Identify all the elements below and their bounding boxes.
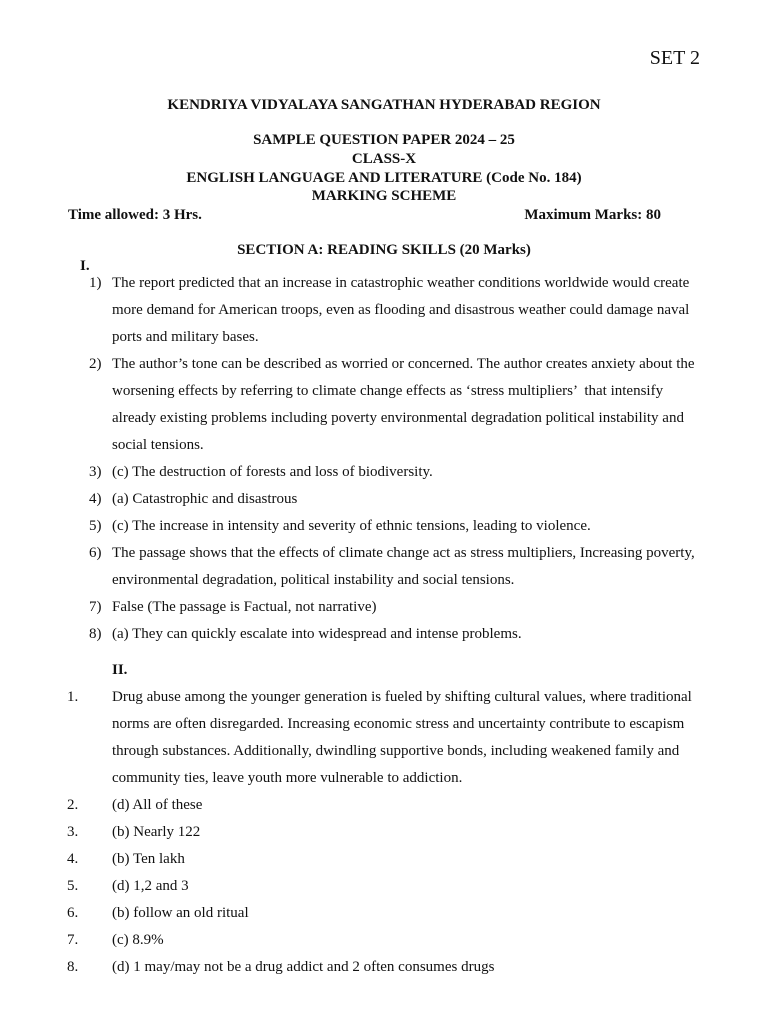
answer-text-line: (b) Nearly 122 [112, 824, 201, 840]
time-allowed: Time allowed: 3 Hrs. [68, 207, 202, 223]
answer-text-line: (d) 1 may/may not be a drug addict and 2 often consumes drugs [112, 959, 495, 975]
section-a-title: SECTION A: READING SKILLS (20 Marks) [237, 242, 531, 258]
answer-text-line: (c) 8.9% [112, 932, 164, 948]
answer-number: 4) [89, 491, 102, 507]
answer-text-line: The passage shows that the effects of climate change act as stress multipliers, Increasing poverty, [112, 545, 695, 561]
class-title: CLASS-X [351, 151, 417, 167]
answer-text-line: (d) 1,2 and 3 [112, 878, 189, 894]
answer-text-line: (d) All of these [112, 797, 203, 813]
answer-number: 3. [67, 824, 79, 840]
answer-number: 1) [89, 275, 102, 291]
answer-text-line: False (The passage is Factual, not narrative) [112, 599, 377, 615]
marking-scheme-title: MARKING SCHEME [311, 188, 457, 204]
answer-text-line: (c) The increase in intensity and severity of ethnic tensions, leading to violence. [112, 518, 591, 534]
part-2-label: II. [112, 662, 128, 678]
answer-text-line: more demand for American troops, even as flooding and disastrous weather could damage naval [112, 302, 690, 318]
subject-title: ENGLISH LANGUAGE AND LITERATURE (Code No. 184) [186, 170, 582, 186]
answer-text-line: ports and military bases. [112, 329, 259, 345]
answer-number: 3) [89, 464, 102, 480]
answer-number: 4. [67, 851, 79, 867]
answer-text-line: community ties, leave youth more vulnerable to addiction. [112, 770, 463, 786]
answer-number: 6. [67, 905, 79, 921]
answer-text-line: (a) They can quickly escalate into widespread and intense problems. [112, 626, 522, 642]
answer-number: 5) [89, 518, 102, 534]
organization-title: KENDRIYA VIDYALAYA SANGATHAN HYDERABAD REGION [167, 97, 601, 113]
answer-number: 7) [89, 599, 102, 615]
paper-title: SAMPLE QUESTION PAPER 2024 – 25 [253, 132, 515, 148]
answer-number: 8) [89, 626, 102, 642]
answer-text-line: environmental degradation, political instability and social tensions. [112, 572, 515, 588]
answer-text-line: Drug abuse among the younger generation is fueled by shifting cultural values, where traditional [112, 689, 692, 705]
answer-text-line: The author’s tone can be described as worried or concerned. The author creates anxiety about the [112, 356, 695, 372]
answer-number: 1. [67, 689, 79, 705]
answer-text-line: (b) Ten lakh [112, 851, 185, 867]
answer-text-line: already existing problems including poverty environmental degradation political instability and [112, 410, 684, 426]
part-1-label: I. [80, 258, 90, 274]
answer-number: 7. [67, 932, 79, 948]
set-label: SET 2 [649, 47, 700, 69]
answer-text-line: norms are often disregarded. Increasing economic stress and uncertainty contribute to escapism [112, 716, 685, 732]
answer-text-line: (c) The destruction of forests and loss of biodiversity. [112, 464, 433, 480]
answer-number: 6) [89, 545, 102, 561]
answer-text-line: The report predicted that an increase in catastrophic weather conditions worldwide would create [112, 275, 690, 291]
answer-text-line: through substances. Additionally, dwindling supportive bonds, including weakened family and [112, 743, 680, 759]
answer-number: 5. [67, 878, 79, 894]
answer-number: 2) [89, 356, 102, 372]
answer-number: 2. [67, 797, 79, 813]
answer-text-line: worsening effects by referring to climate change effects as ‘stress multipliers’ that intensify [112, 383, 664, 399]
answer-text-line: social tensions. [112, 437, 204, 453]
answer-text-line: (b) follow an old ritual [112, 905, 249, 921]
maximum-marks: Maximum Marks: 80 [524, 207, 661, 223]
answer-number: 8. [67, 959, 79, 975]
answer-text-line: (a) Catastrophic and disastrous [112, 491, 298, 507]
